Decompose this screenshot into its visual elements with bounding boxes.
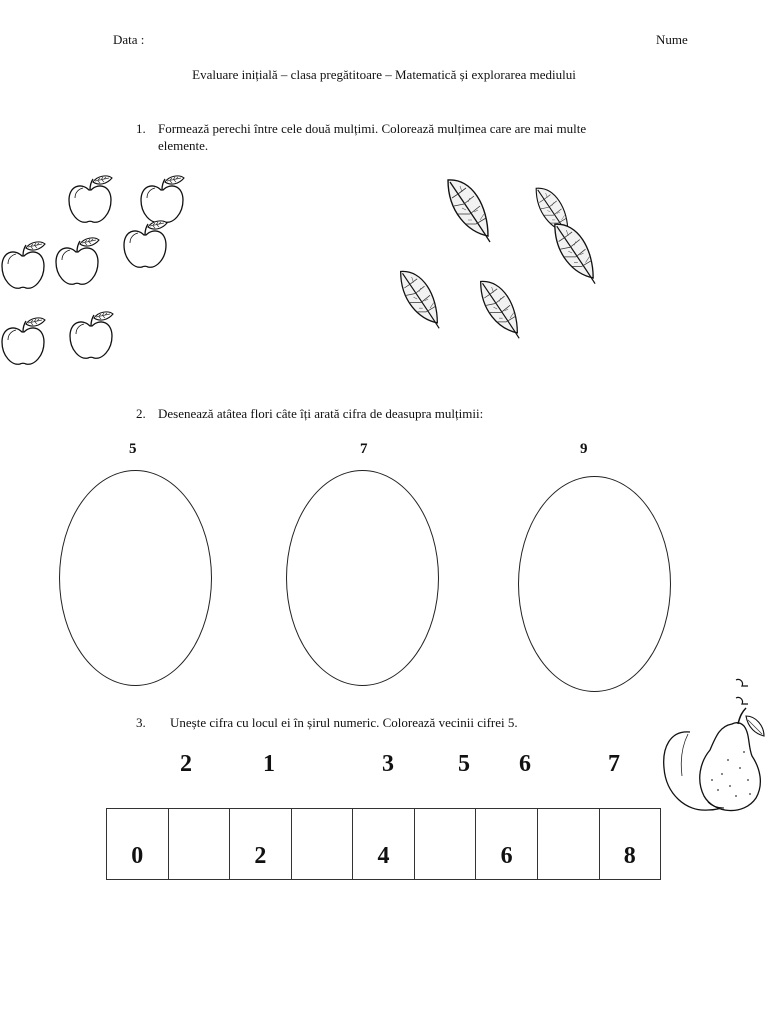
apple-icon	[68, 312, 114, 362]
number-cell[interactable]: 0	[106, 809, 168, 879]
number-cell[interactable]: 4	[352, 809, 414, 879]
date-label: Data :	[113, 32, 145, 47]
set-count-label: 5	[129, 441, 137, 457]
loose-digit[interactable]: 6	[519, 751, 531, 777]
drawing-set-ellipse[interactable]	[518, 476, 671, 692]
number-cell[interactable]	[414, 809, 476, 879]
apple-icon	[54, 238, 100, 288]
number-cell[interactable]: 8	[599, 809, 662, 879]
loose-digit[interactable]: 5	[458, 751, 470, 777]
set-count-label: 7	[360, 441, 368, 457]
leaf-icon	[444, 176, 492, 244]
exercise-2-number: 2.	[136, 406, 146, 421]
apple-icon	[67, 176, 113, 226]
number-cell[interactable]: 2	[229, 809, 291, 879]
leaf-icon	[477, 276, 521, 342]
set-count-label: 9	[580, 441, 588, 457]
apple-icon	[0, 318, 46, 368]
exercise-1-text-line2: elemente.	[158, 138, 209, 153]
loose-digit[interactable]: 7	[608, 751, 620, 777]
leaf-icon	[551, 220, 597, 286]
loose-digit[interactable]: 1	[263, 751, 275, 777]
exercise-1-number: 1.	[136, 121, 146, 136]
apple-icon	[0, 242, 46, 292]
loose-digit[interactable]: 2	[180, 751, 192, 777]
number-cell[interactable]	[168, 809, 230, 879]
name-label: Nume	[656, 32, 688, 47]
number-line-strip	[106, 808, 661, 880]
exercise-3-text: Unește cifra cu locul ei în șirul numeric. Colorează vecinii cifrei 5.	[170, 715, 518, 730]
exercise-2-text: Desenează atâtea flori câte îți arată cifra de deasupra mulțimii:	[158, 406, 484, 421]
pear-apple-illustration	[660, 676, 768, 818]
drawing-set-ellipse[interactable]	[286, 470, 439, 686]
leaf-icon	[397, 266, 441, 332]
apple-icon	[139, 176, 185, 226]
number-cell[interactable]: 6	[475, 809, 537, 879]
number-cell[interactable]	[291, 809, 353, 879]
exercise-1-text-line1: Formează perechi între cele două mulțimi. Colorează mulțimea care are mai multe	[158, 121, 587, 136]
loose-digit[interactable]: 3	[382, 751, 394, 777]
apple-icon	[122, 221, 168, 271]
drawing-set-ellipse[interactable]	[59, 470, 212, 686]
exercise-3-number: 3.	[136, 715, 146, 730]
page-title: Evaluare inițială – clasa pregătitoare – Matematică și explorarea mediului	[192, 67, 576, 82]
number-cell[interactable]	[537, 809, 599, 879]
